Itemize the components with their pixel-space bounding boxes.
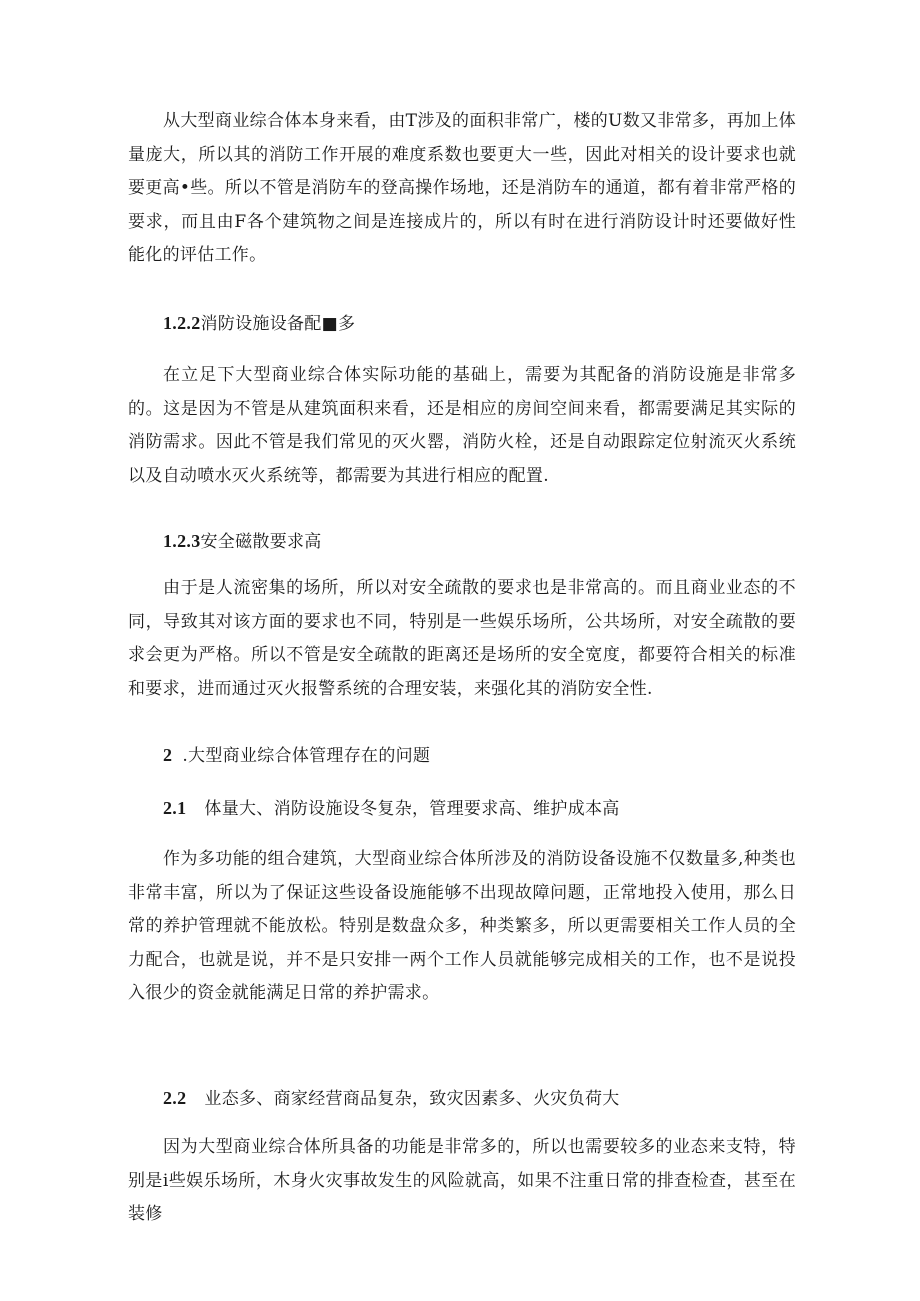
paragraph-fire-facilities: 在立足下大型商业综合体实际功能的基础上，需要为其配备的消防设施是非常多的。这是因为不管是从建筑面积来看，还是相应的房间空间来看，都需要满足其实际的消防需求。因此不管是我们常见的灭火罂，消防火栓，还是自动跟踪定位射流灭火系统以及自动喷水灭火系统等，都需要为其进行相应的配置. [128, 365, 796, 486]
paragraph-evacuation: 由于是人流密集的场所，所以对安全疏散的要求也是非常高的。而且商业业态的不同，导致其对该方面的要求也不同，特别是一些娱乐场所，公共场所，对安全疏散的要求会更为严格。所以不管是安全疏散的距离还是场所的安全宽度，都要符合相关的标准和要求，进而通过灭火报警系统的合理安装，来强化其的消防安全性. [128, 578, 796, 699]
heading-number: 2.1 [163, 798, 187, 818]
heading-text: 业态多、商家经营商品复杂，致灾因素多、火灾负荷大 [204, 1089, 620, 1109]
heading-text: .大型商业综合体管理存在的问题 [182, 746, 431, 766]
paragraph-building-scale: 从大型商业综合体本身来看，由T涉及的面积非常广，楼的U数又非常多，再加上体量庞大，所以其的消防工作开展的难度系数也要更大一些，因此对相关的设计要求也就要更高•些。所以不管是消防车的登高操作场地，还是消防车的通道，都有着非常严格的要求，而且由F各个建筑物之间是连接成片的，所以有时在进行消防设计时还要做好性能化的评估工作。 [128, 111, 796, 265]
heading-1-2-3 [163, 529, 322, 554]
heading-text: 体量大、消防设施设冬复杂，管理要求高、维护成本高 [204, 799, 620, 819]
heading-text: 消防设施设备配■多 [200, 314, 356, 334]
heading-text: 安全磁散要求高 [200, 532, 322, 552]
heading-1-2-2 [163, 311, 355, 336]
heading-2 [163, 743, 430, 768]
heading-number: 2 [163, 745, 173, 765]
paragraph-equipment-maintenance: 作为多功能的组合建筑，大型商业综合体所涉及的消防设备设施不仅数量多,种类也非常丰富，所以为了保证这些设备设施能够不出现故障问题，正常地投入使用，那么日常的养护管理就不能放松。特别是数盘众多，种类繁多，所以更需要相关工作人员的全力配合，也就是说，并不是只安排一两个工作人员就能够完成相关的工作，也不是说投入很少的资金就能满足日常的养护需求。 [128, 849, 796, 1003]
heading-number: 2.2 [163, 1088, 187, 1108]
heading-2-1 [163, 796, 620, 821]
heading-number: 1.2.2 [163, 313, 201, 333]
heading-number: 1.2.3 [163, 531, 201, 551]
paragraph-business-formats: 因为大型商业综合体所具备的功能是非常多的，所以也需要较多的业态来支特，特别是i些娱乐场所，木身火灾事故发生的风险就高，如果不注重日常的排查检查，甚至在装修 [128, 1137, 796, 1224]
heading-2-2 [163, 1086, 620, 1111]
